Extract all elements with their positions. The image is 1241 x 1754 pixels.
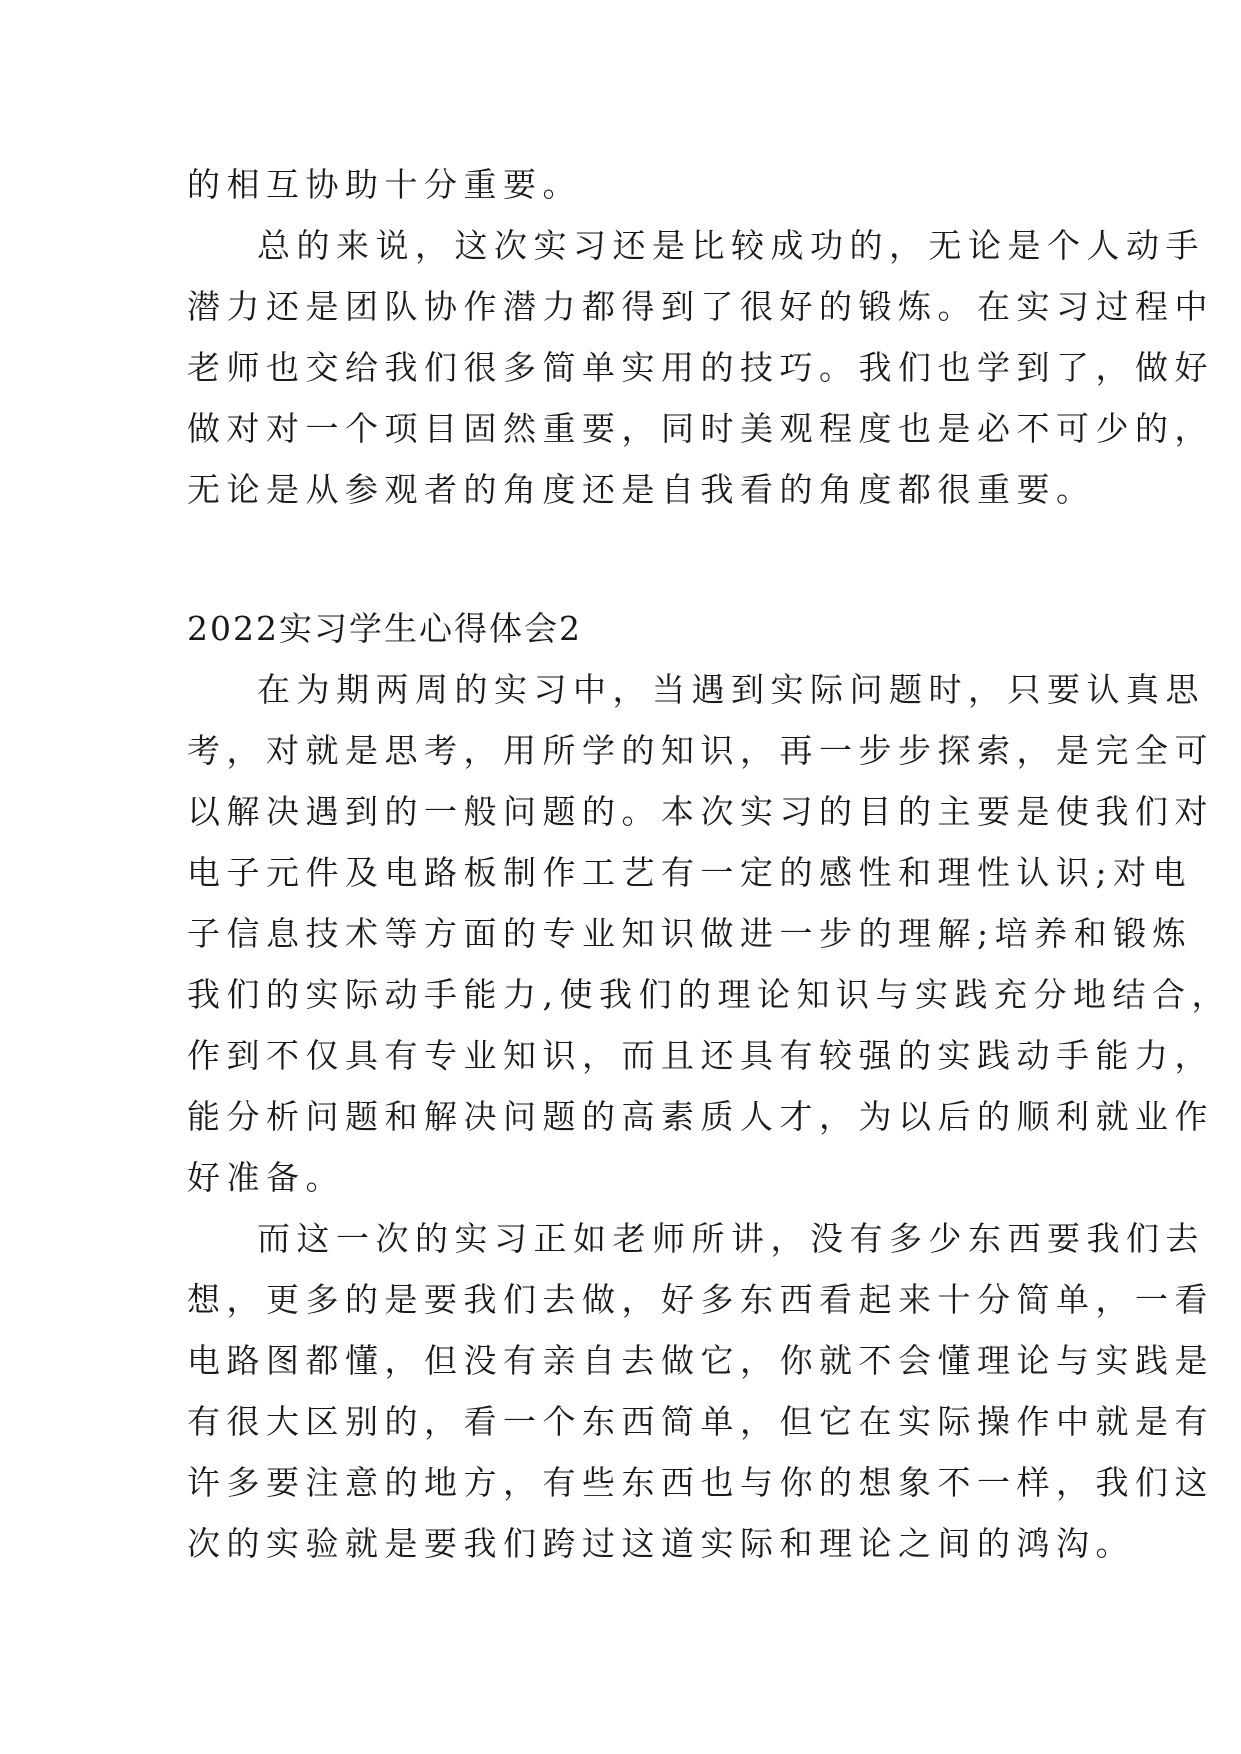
text-line: 的相互协助十分重要。 [187,165,582,204]
text-line: 在为期两周的实习中，当遇到实际问题时，只要认真思 [257,670,1205,709]
text-line: 作到不仅具有专业知识，而且还具有较强的实践动手能力， [187,1036,1214,1075]
text-line: 我们的实际动手能力,使我们的理论知识与实践充分地结合， [187,975,1231,1014]
paragraph-practice-vs-theory [187,1208,1214,1574]
paragraph-continuation [187,154,1067,215]
text-line: 潜力还是团队协作潜力都得到了很好的锻炼。在实习过程中 [187,287,1214,326]
section-heading: 2022实习学生心得体会2 [187,609,582,648]
section-spacer [187,520,1067,598]
text-line: 有很大区别的，看一个东西简单，但它在实际操作中就是有 [187,1402,1214,1441]
text-line: 子信息技术等方面的专业知识做进一步的理解;培养和锻炼 [187,914,1193,953]
text-line: 考，对就是思考，用所学的知识，再一步步探索，是完全可 [187,731,1214,770]
text-line: 好准备。 [187,1158,345,1197]
text-line: 电子元件及电路板制作工艺有一定的感性和理性认识;对电 [187,853,1193,892]
paragraph-internship-goals [187,659,1231,1208]
text-line: 而这一次的实习正如老师所讲，没有多少东西要我们去 [257,1219,1205,1258]
text-line: 总的来说，这次实习还是比较成功的，无论是个人动手 [257,226,1205,265]
text-line: 老师也交给我们很多简单实用的技巧。我们也学到了，做好 [187,348,1214,387]
text-line: 次的实验就是要我们跨过这道实际和理论之间的鸿沟。 [187,1524,1135,1563]
text-line: 能分析问题和解决问题的高素质人才，为以后的顺利就业作 [187,1097,1214,1136]
text-line: 许多要注意的地方，有些东西也与你的想象不一样，我们这 [187,1463,1214,1502]
text-line: 做对对一个项目固然重要，同时美观程度也是必不可少的， [187,409,1214,448]
document-body [187,154,1231,1574]
paragraph-summary [187,215,1214,520]
text-line: 以解决遇到的一般问题的。本次实习的目的主要是使我们对 [187,792,1214,831]
text-line: 想，更多的是要我们去做，好多东西看起来十分简单，一看 [187,1280,1214,1319]
text-line: 电路图都懂，但没有亲自去做它，你就不会懂理论与实践是 [187,1341,1214,1380]
text-line: 无论是从参观者的角度还是自我看的角度都很重要。 [187,470,1096,509]
